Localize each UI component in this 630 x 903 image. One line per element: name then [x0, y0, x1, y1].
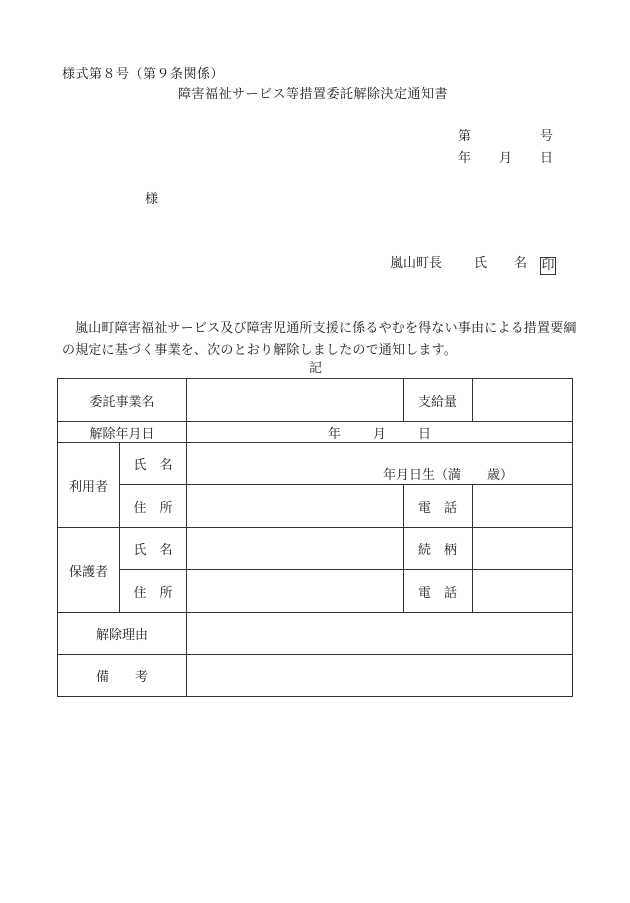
notice-body [62, 318, 578, 362]
document-title: 障害福祉サービス等措置委託解除決定通知書 [178, 87, 449, 102]
number-suffix: 号 [540, 129, 554, 144]
service-name-field[interactable] [187, 379, 403, 421]
cancel-date-label: 解除年月日 [89, 426, 155, 442]
date-day: 日 [540, 151, 554, 166]
date-month: 月 [499, 151, 513, 166]
user-address-label: 住 所 [133, 500, 173, 516]
remarks-label: 備 考 [95, 670, 148, 685]
guardian-address-field[interactable] [187, 570, 403, 612]
guardian-name-field[interactable] [187, 528, 403, 569]
service-name-label: 委託事業名 [89, 394, 155, 410]
date-year: 年 [458, 151, 472, 166]
seal-mark: 印 [541, 258, 555, 273]
guardian-address-label: 住 所 [133, 585, 173, 601]
cancel-date-field[interactable] [187, 422, 572, 442]
cancel-date-month: 月 [372, 426, 386, 442]
supply-amount-label: 支給量 [417, 394, 457, 410]
reason-label: 解除理由 [95, 628, 148, 643]
ki-heading: 記 [309, 361, 323, 376]
guardian-relation-field[interactable] [473, 528, 572, 569]
number-prefix: 第 [458, 129, 472, 144]
user-label: 利用者 [68, 479, 108, 495]
reason-field[interactable] [187, 613, 572, 654]
notice-body-text: 嵐山町障害福祉サービス及び障害児通所支援に係るやむを得ない事由による措置要綱の規定に基づく事業を、次のとおり解除しましたので通知します。 [62, 321, 577, 358]
notice-table [57, 378, 573, 697]
cancel-date-day: 日 [418, 426, 432, 442]
form-number: 様式第８号（第９条関係） [62, 67, 225, 82]
cancel-date-year: 年 [327, 426, 341, 442]
user-phone-field[interactable] [473, 485, 572, 527]
guardian-relation-label: 続 柄 [417, 543, 457, 558]
user-name-label: 氏 名 [133, 458, 173, 473]
supply-amount-field[interactable] [473, 379, 572, 421]
user-address-field[interactable] [187, 485, 403, 527]
guardian-name-label: 氏 名 [133, 543, 173, 558]
remarks-field[interactable] [187, 655, 572, 696]
sender-name-2: 名 [514, 256, 528, 271]
guardian-phone-label: 電 話 [417, 585, 457, 601]
sender-name-1: 氏 [474, 256, 488, 271]
guardian-label: 保護者 [68, 564, 108, 580]
user-phone-label: 電 話 [417, 500, 457, 516]
guardian-phone-field[interactable] [473, 570, 572, 612]
addressee-honorific: 様 [145, 192, 159, 207]
user-name-field[interactable] [187, 443, 572, 484]
sender-title: 嵐山町長 [390, 256, 443, 271]
user-birth-text: 年月日生（満 歳） [383, 468, 514, 483]
